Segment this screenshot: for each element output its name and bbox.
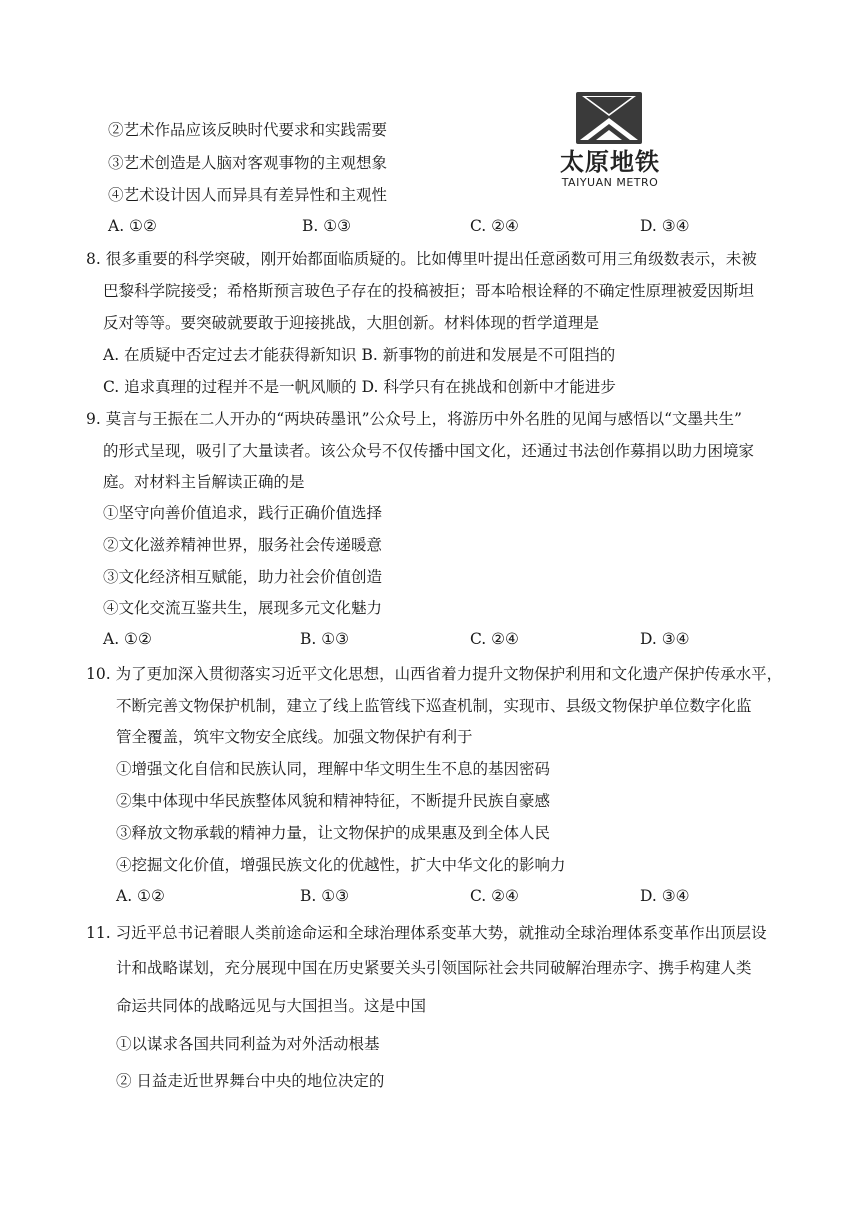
q11-stem-line-3: 命运共同体的战略远见与大国担当。这是中国: [116, 997, 427, 1015]
q10-stem-line-3: 管全覆盖，筑牢文物安全底线。加强文物保护有利于: [116, 728, 473, 746]
q11-item-2: ② 日益走近世界舞台中央的地位决定的: [116, 1072, 385, 1090]
logo-name-cn: 太原地铁: [560, 148, 660, 176]
q9-option-b: B. ①③: [300, 630, 350, 648]
q7-option-d: D. ③④: [640, 217, 690, 235]
q8-options-cd: C. 追求真理的过程并不是一帆风顺的 D. 科学只有在挑战和创新中才能进步: [103, 378, 616, 396]
q11-item-1: ①以谋求各国共同利益为对外活动根基: [116, 1035, 380, 1053]
q9-option-d: D. ③④: [640, 630, 690, 648]
q11-stem-line-2: 计和战略谋划，充分展现中国在历史紧要关头引领国际社会共同破解治理赤字、携手构建人类: [116, 959, 752, 977]
q7-item-2: ②艺术作品应该反映时代要求和实践需要: [108, 121, 388, 139]
taiyuan-metro-logo-icon: [576, 92, 642, 144]
q10-item-3: ③释放文物承载的精神力量，让文物保护的成果惠及到全体人民: [116, 824, 551, 842]
q7-option-c: C. ②④: [470, 217, 519, 235]
q10-item-4: ④挖掘文化价值，增强民族文化的优越性，扩大中华文化的影响力: [116, 856, 566, 874]
q10-item-2: ②集中体现中华民族整体风貌和精神特征，不断提升民族自豪感: [116, 792, 551, 810]
q7-option-b: B. ①③: [302, 217, 352, 235]
q9-item-3: ③文化经济相互赋能，助力社会价值创造: [103, 568, 383, 586]
q8-stem-line-3: 反对等等。要突破就要敢于迎接挑战，大胆创新。材料体现的哲学道理是: [103, 314, 600, 332]
q9-option-a: A. ①②: [103, 630, 152, 648]
q7-item-4: ④艺术设计因人而异具有差异性和主观性: [108, 186, 388, 204]
q10-option-b: B. ①③: [300, 887, 350, 905]
q9-item-2: ②文化滋养精神世界，服务社会传递暖意: [103, 536, 383, 554]
q10-option-d: D. ③④: [640, 887, 690, 905]
q10-stem-line-2: 不断完善文物保护机制，建立了线上监管线下巡查机制，实现市、县级文物保护单位数字化监: [116, 697, 752, 715]
q10-stem-line-1: 10. 为了更加深入贯彻落实习近平文化思想，山西省着力提升文物保护利用和文化遗产保护传承水平，: [86, 665, 783, 683]
q9-item-4: ④文化交流互鉴共生，展现多元文化魅力: [103, 599, 383, 617]
q10-option-a: A. ①②: [116, 887, 165, 905]
q9-stem-line-1: 9. 莫言与王振在二人开办的“两块砖墨讯”公众号上，将游历中外名胜的见闻与感悟以“文墨共生”: [86, 410, 742, 428]
taiyuan-metro-logo: [548, 92, 672, 192]
q11-stem-line-1: 11. 习近平总书记着眼人类前途命运和全球治理体系变革大势，就推动全球治理体系变革作出顶层设: [86, 924, 767, 942]
q8-stem-line-2: 巴黎科学院接受；希格斯预言玻色子存在的投稿被拒；哥本哈根诠释的不确定性原理被爱因斯坦: [103, 282, 755, 300]
q9-option-c: C. ②④: [470, 630, 519, 648]
q10-option-c: C. ②④: [470, 887, 519, 905]
q9-stem-line-3: 庭。对材料主旨解读正确的是: [103, 473, 305, 491]
q7-item-3: ③艺术创造是人脑对客观事物的主观想象: [108, 154, 388, 172]
q7-option-a: A. ①②: [108, 217, 157, 235]
logo-name-en: TAIYUAN METRO: [561, 176, 659, 189]
q8-options-ab: A. 在质疑中否定过去才能获得新知识 B. 新事物的前进和发展是不可阻挡的: [103, 346, 616, 364]
q9-item-1: ①坚守向善价值追求，践行正确价值选择: [103, 504, 383, 522]
q8-stem-line-1: 8. 很多重要的科学突破，刚开始都面临质疑的。比如傅里叶提出任意函数可用三角级数表示，未被: [86, 250, 757, 268]
q10-item-1: ①增强文化自信和民族认同，理解中华文明生生不息的基因密码: [116, 760, 551, 778]
q9-stem-line-2: 的形式呈现，吸引了大量读者。该公众号不仅传播中国文化，还通过书法创作募捐以助力困境家: [103, 442, 755, 460]
